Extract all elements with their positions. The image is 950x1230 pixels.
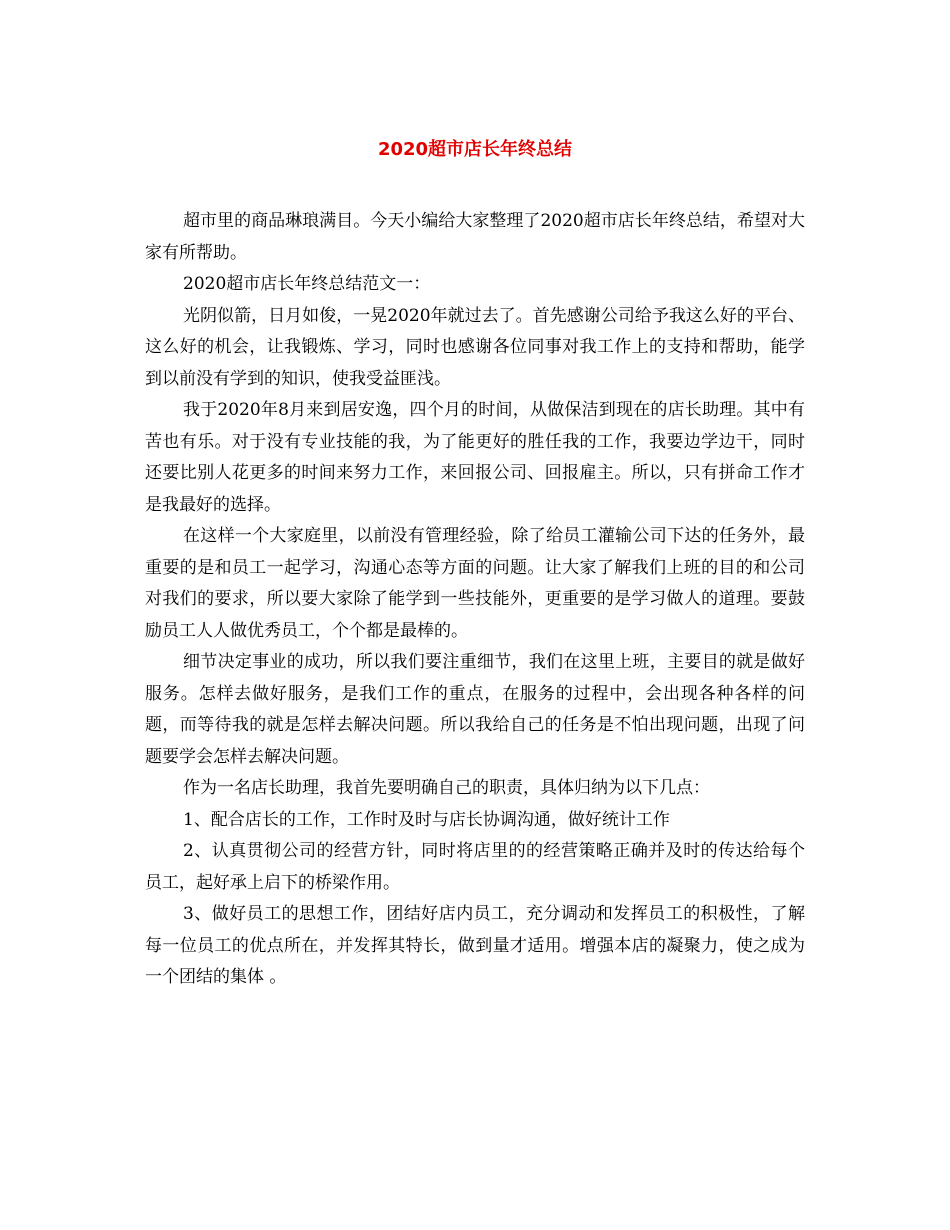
document-body [145,206,805,994]
list-item-duty-2: 2、认真贯彻公司的经营方针，同时将店里的的经营策略正确并及时的传达给每个员工，起好承上启下的桥梁作用。 [145,841,805,893]
list-item-duty-3: 3、做好员工的思想工作，团结好店内员工，充分调动和发挥员工的积极性，了解每一位员工的优点所在，并发挥其特长，做到量才适用。增强本店的凝聚力，使之成为一个团结的集体 。 [145,904,805,987]
document-title: 2020超市店长年终总结 [377,139,573,160]
paragraph-intro: 超市里的商品琳琅满目。今天小编给大家整理了2020超市店长年终总结，希望对大家有所帮助。 [145,211,805,263]
paragraph-gratitude: 光阴似箭，日月如俊，一晃2020年就过去了。首先感谢公司给予我这么好的平台、这么好的机会，让我锻炼、学习，同时也感谢各位同事对我工作上的支持和帮助，能学到以前没有学到的知识，使我受益匪浅。 [145,305,805,389]
paragraph-team: 在这样一个大家庭里，以前没有管理经验，除了给员工灌输公司下达的任务外，最重要的是和员工一起学习，沟通心态等方面的问题。让大家了解我们上班的目的和公司对我们的要求，所以要大家除了能学到一些技能外，更重要的是学习做人的道理。要鼓励员工人人做优秀员工，个个都是最棒的。 [145,526,805,641]
paragraph-sample-heading: 2020超市店长年终总结范文一： [183,274,431,294]
paragraph-duties-intro: 作为一名店长助理，我首先要明确自己的职责，具体归纳为以下几点： [183,778,710,798]
paragraph-details: 细节决定事业的成功，所以我们要注重细节，我们在这里上班，主要目的就是做好服务。怎样去做好服务，是我们工作的重点，在服务的过程中，会出现各种各样的问题，而等待我的就是怎样去解决问题。所以我给自己的任务是不怕出现问题，出现了问题要学会怎样去解决问题。 [145,652,805,767]
list-item-duty-1: 1、配合店长的工作，工作时及时与店长协调沟通，做好统计工作 [183,809,670,830]
paragraph-experience: 我于2020年8月来到居安逸，四个月的时间，从做保洁到现在的店长助理。其中有苦也有乐。对于没有专业技能的我，为了能更好的胜任我的工作，我要边学边干，同时还要比别人花更多的时间来努力工作，来回报公司、回报雇主。所以，只有拼命工作才是我最好的选择。 [145,400,805,515]
